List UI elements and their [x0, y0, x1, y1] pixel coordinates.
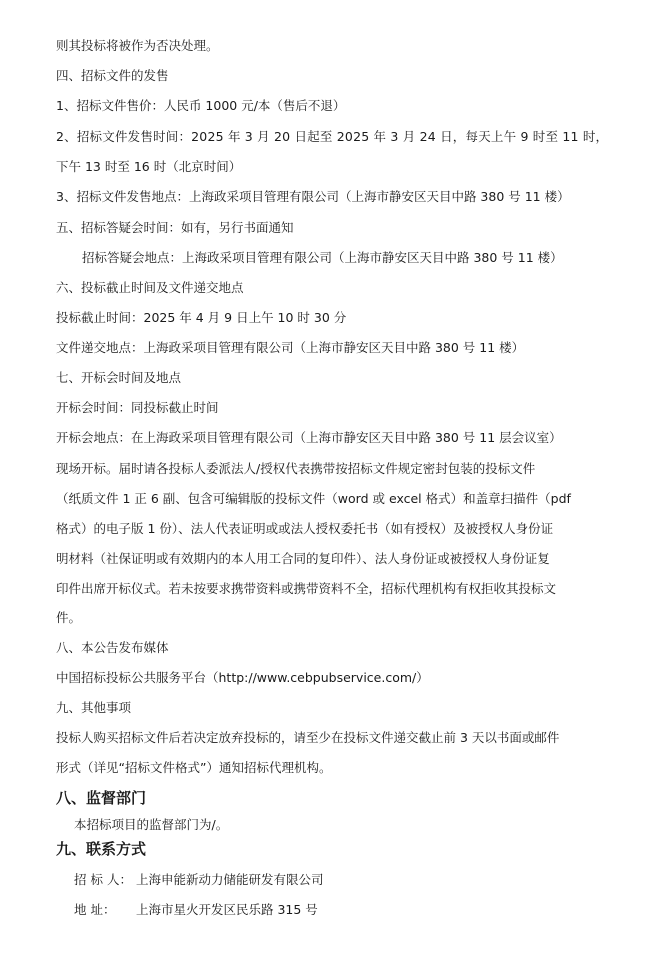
contact-address-value: 上海市星火开发区民乐路 315 号 — [136, 902, 318, 917]
contact-address-label: 地 址： — [74, 902, 116, 917]
text-line: 格式）的电子版 1 份）、法人代表证明或或法人授权委托书（如有授权）及被授权人身份证 — [56, 521, 554, 536]
text-line: 投标截止时间：2025 年 4 月 9 日上午 10 时 30 分 — [56, 310, 347, 325]
text-line: 形式（详见“招标文件格式”）通知招标代理机构。 — [56, 760, 332, 775]
text-line: 印件出席开标仪式。若未按要求携带资料或携带资料不全，招标代理机构有权拒收其投标文 — [56, 581, 557, 596]
media-link: 中国招标投标公共服务平台（http://www.cebpubservice.com/） — [56, 670, 429, 685]
text-line: 开标会地点：在上海政采项目管理有限公司（上海市静安区天目中路 380 号 11 层会议室） — [56, 430, 562, 445]
text-line: 现场开标。届时请各投标人委派法人/授权代表携带按招标文件规定密封包装的投标文件 — [56, 461, 536, 476]
section-heading-7: 七、开标会时间及地点 — [56, 370, 182, 385]
contact-heading: 九、联系方式 — [56, 840, 147, 858]
text-line: 投标人购买招标文件后若决定放弃投标的，请至少在投标文件递交截止前 3 天以书面或邮件 — [56, 730, 560, 745]
text-line: 文件递交地点：上海政采项目管理有限公司（上海市静安区天目中路 380 号 11 楼） — [56, 340, 525, 355]
supervision-text: 本招标项目的监督部门为/。 — [74, 817, 229, 832]
text-line: 3、招标文件发售地点：上海政采项目管理有限公司（上海市静安区天目中路 380 号 11 楼） — [56, 189, 570, 204]
contact-tenderer-label: 招 标 人： — [74, 872, 132, 887]
section-heading-8: 八、本公告发布媒体 — [56, 640, 169, 655]
supervision-heading: 八、监督部门 — [56, 789, 147, 807]
text-line: 件。 — [56, 610, 82, 625]
text-line: 开标会时间：同投标截止时间 — [56, 400, 219, 415]
section-heading-4: 四、招标文件的发售 — [56, 68, 169, 83]
contact-address-row — [74, 901, 618, 919]
text-line: 1、招标文件售价：人民币 1000 元/本（售后不退） — [56, 98, 346, 113]
text-line: （纸质文件 1 正 6 副、包含可编辑版的投标文件（word 或 excel 格式）和盖章扫描件（pdf — [56, 491, 571, 506]
section-heading-6: 六、投标截止时间及文件递交地点 — [56, 280, 244, 295]
text-line: 则其投标将被作为否决处理。 — [56, 38, 219, 53]
text-line: 招标答疑会地点：上海政采项目管理有限公司（上海市静安区天目中路 380 号 11 楼） — [82, 250, 563, 265]
text-line: 2、招标文件发售时间：2025 年 3 月 20 日起至 2025 年 3 月 24 日，每天上午 9 时至 11 时， — [56, 129, 609, 144]
contact-tenderer-value: 上海申能新动力储能研发有限公司 — [136, 872, 324, 887]
section-heading-9: 九、其他事项 — [56, 700, 132, 715]
section-heading-5: 五、招标答疑会时间：如有，另行书面通知 — [56, 220, 294, 235]
text-line: 明材料（社保证明或有效期内的本人用工合同的复印件）、法人身份证或被授权人身份证复 — [56, 551, 550, 566]
text-line: 下午 13 时至 16 时（北京时间） — [56, 159, 242, 174]
contact-tenderer-row — [74, 871, 618, 889]
